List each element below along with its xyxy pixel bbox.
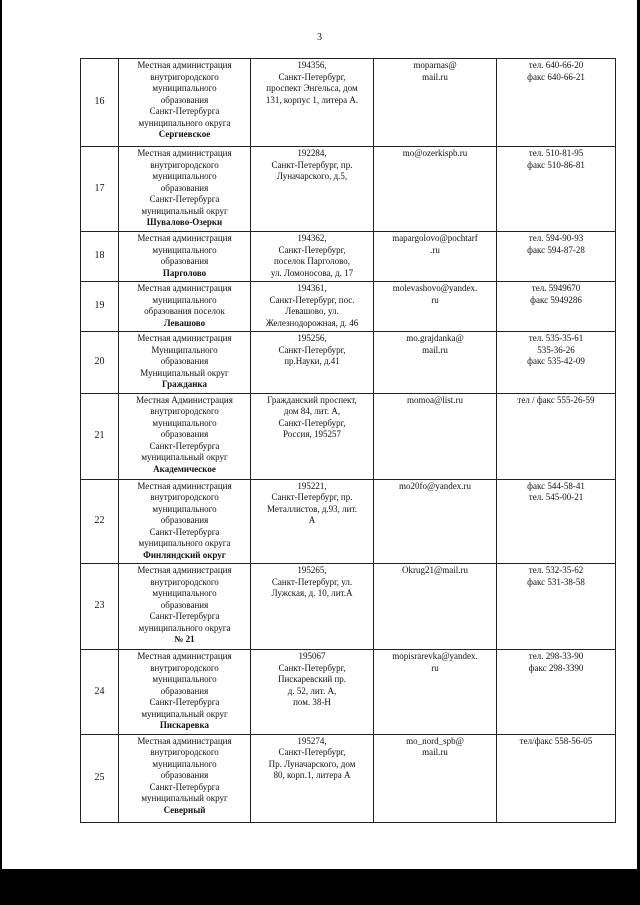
- email-line: mapargolovo@pochtarf: [392, 233, 478, 243]
- phone-line: тел. 545-00-21: [528, 492, 584, 502]
- address-cell: [251, 650, 374, 735]
- email-cell: [374, 147, 497, 232]
- email-cell: [374, 332, 497, 394]
- administration-name-line: образования поселок: [144, 306, 225, 316]
- email-cell: [374, 59, 497, 147]
- district-name: Сергиевское: [158, 129, 211, 139]
- document-page: [2, 0, 637, 869]
- administration-name-line: внутригородского: [150, 576, 219, 587]
- phone-cell: [497, 650, 616, 735]
- administration-name-line: Муниципальный округ: [140, 367, 229, 378]
- district-name: № 21: [174, 634, 195, 644]
- email-cell: [374, 650, 497, 735]
- administration-name-line: муниципального: [152, 503, 217, 514]
- row-number: 23: [81, 564, 119, 650]
- address-line: 195221,: [297, 480, 327, 491]
- administration-name-cell: [119, 59, 251, 147]
- administration-name-line: Местная администрация: [137, 735, 232, 746]
- phone-line: факс 531-38-58: [527, 576, 585, 587]
- address-line: Левашово, ул.: [285, 306, 339, 316]
- administration-name-line: внутригородского: [150, 492, 219, 502]
- address-line: Санкт-Петербург, пр.: [271, 159, 353, 170]
- row-number: 21: [81, 393, 119, 479]
- address-line: Санкт-Петербург,: [278, 417, 346, 428]
- administration-name-line: образования: [160, 182, 209, 193]
- district-name: Парголово: [162, 267, 207, 278]
- administration-name-cell: [119, 734, 251, 822]
- address-line: ул. Ломоносова, д. 17: [270, 267, 354, 278]
- administration-name-line: Санкт-Петербурга: [149, 611, 220, 621]
- address-cell: [251, 479, 374, 564]
- administration-name-cell: [119, 650, 251, 735]
- address-cell: [251, 734, 374, 822]
- district-name: Левашово: [163, 317, 206, 328]
- address-line: Пр. Луначарского, дом: [268, 758, 356, 769]
- address-line: Санкт-Петербург, ул.: [271, 576, 353, 587]
- table-row: [81, 147, 616, 232]
- table-row: [81, 734, 616, 822]
- phone-cell: [497, 564, 616, 650]
- district-name: Пискаревка: [159, 720, 210, 730]
- row-number: 22: [81, 479, 119, 564]
- phone-line: тел / факс 555-26-59: [517, 394, 595, 405]
- address-line: Санкт-Петербург,: [278, 344, 346, 355]
- administration-name-line: муниципального: [152, 294, 217, 305]
- administration-name-line: Муниципального: [151, 344, 218, 355]
- email-cell: [374, 564, 497, 650]
- administration-name-line: муниципального округа: [138, 538, 231, 548]
- email-line: mo.grajdanka@: [406, 333, 464, 343]
- address-cell: [251, 393, 374, 479]
- table-body: [81, 59, 616, 823]
- address-line: 192284,: [297, 148, 327, 158]
- phone-cell: [497, 393, 616, 479]
- table-row: [81, 282, 616, 332]
- phone-line: 535-36-26: [537, 344, 575, 355]
- email-cell: [374, 734, 497, 822]
- administration-name-line: Санкт-Петербурга: [149, 194, 220, 204]
- email-line: moparnas@: [413, 60, 457, 70]
- address-line: Металлистов, д.93, лит.: [267, 503, 357, 514]
- administration-name-line: внутригородского: [150, 662, 219, 673]
- phone-line: тел. 298-33-90: [528, 651, 584, 661]
- phone-line: факс 544-58-41: [527, 480, 585, 491]
- address-line: Санкт-Петербург, пос.: [269, 294, 355, 305]
- administration-name-line: образования: [160, 515, 209, 525]
- administration-name-line: образования: [160, 770, 209, 780]
- email-line: mo_nord_spb@: [406, 735, 464, 746]
- administration-name-line: муниципальный округ: [141, 205, 228, 216]
- phone-line: тел. 510-81-95: [528, 148, 584, 158]
- administration-name-line: Санкт-Петербурга: [149, 526, 220, 537]
- address-line: 195256,: [297, 333, 327, 343]
- address-cell: [251, 564, 374, 650]
- row-number: 25: [81, 734, 119, 822]
- administration-name-line: муниципального: [152, 417, 217, 428]
- phone-line: факс 594-87-28: [527, 244, 585, 255]
- administration-name-cell: [119, 332, 251, 394]
- email-cell: [374, 232, 497, 282]
- address-line: д. 52, лит. А,: [287, 685, 337, 696]
- address-line: поселок Парголово,: [273, 256, 351, 266]
- email-line: .ru: [430, 244, 440, 255]
- administration-name-cell: [119, 479, 251, 564]
- address-cell: [251, 147, 374, 232]
- email-line: ru: [431, 662, 439, 673]
- phone-line: тел. 594-90-93: [528, 233, 584, 243]
- district-name: Северный: [163, 804, 206, 815]
- address-line: Санкт-Петербург, пр.: [271, 492, 353, 502]
- address-line: Лужская, д. 10, лит.А: [271, 588, 353, 598]
- address-line: Россия, 195257: [283, 429, 341, 439]
- administration-name-line: образования: [160, 685, 209, 696]
- address-line: пом. 38-Н: [293, 697, 331, 707]
- administration-name-line: муниципальный округ: [141, 708, 228, 719]
- phone-cell: [497, 282, 616, 332]
- row-number: 19: [81, 282, 119, 332]
- email-line: mo20fo@yandex.ru: [398, 480, 472, 491]
- email-line: mopisrarevka@yandex.: [392, 651, 478, 661]
- table-row: [81, 332, 616, 394]
- administration-name-line: муниципального округа: [138, 117, 231, 128]
- email-line: ru: [431, 294, 439, 305]
- phone-line: факс 510-86-81: [527, 159, 585, 170]
- row-number: 20: [81, 332, 119, 394]
- phone-cell: [497, 59, 616, 147]
- address-line: Санкт-Петербург,: [278, 71, 346, 82]
- row-number: 17: [81, 147, 119, 232]
- phone-line: тел/факс 558-56-05: [519, 735, 593, 746]
- administration-name-line: Местная администрация: [137, 565, 232, 575]
- administration-name-cell: [119, 282, 251, 332]
- address-line: дом 84, лит. А,: [283, 406, 341, 416]
- email-line: mail.ru: [422, 344, 448, 355]
- email-line: momoa@list.ru: [406, 394, 464, 405]
- address-line: 194356,: [297, 60, 327, 70]
- email-line: mail.ru: [422, 71, 448, 82]
- administration-name-line: Местная администрация: [137, 148, 232, 158]
- administrations-table: [80, 58, 616, 823]
- administration-name-line: Санкт-Петербурга: [149, 697, 220, 707]
- address-line: Санкт-Петербург,: [278, 747, 346, 757]
- phone-line: тел. 640-66-20: [528, 60, 584, 70]
- administration-name-line: муниципального: [152, 758, 217, 769]
- address-line: Гражданский проспект,: [267, 394, 357, 405]
- table-row: [81, 393, 616, 479]
- administration-name-line: муниципального: [152, 171, 217, 181]
- address-line: 194361,: [297, 283, 327, 293]
- phone-cell: [497, 734, 616, 822]
- administration-name-line: Местная администрация: [137, 233, 232, 243]
- phone-line: тел. 532-35-62: [528, 565, 584, 575]
- administration-name-line: образования: [160, 429, 209, 439]
- administration-name-line: Местная администрация: [137, 480, 232, 491]
- district-name: Финляндский округ: [143, 549, 226, 560]
- administration-name-line: муниципального: [152, 588, 217, 598]
- administration-name-cell: [119, 232, 251, 282]
- table-row: [81, 479, 616, 564]
- administration-name-line: муниципальный округ: [141, 793, 228, 803]
- administration-name-line: внутригородского: [150, 406, 219, 416]
- address-line: 195067: [298, 651, 326, 661]
- address-line: пр.Науки, д.41: [284, 356, 340, 366]
- administration-name-line: образования: [160, 356, 209, 366]
- administration-name-cell: [119, 147, 251, 232]
- email-line: molevashovo@yandex.: [392, 283, 478, 293]
- administration-name-line: Санкт-Петербурга: [149, 106, 220, 116]
- phone-line: факс 5949286: [530, 294, 582, 305]
- address-line: Луначарского, д.5,: [276, 171, 348, 181]
- row-number: 18: [81, 232, 119, 282]
- address-line: Санкт-Петербург,: [278, 244, 346, 255]
- table-row: [81, 59, 616, 147]
- administration-name-line: муниципального округа: [138, 622, 231, 633]
- table-row: [81, 564, 616, 650]
- district-name: Гражданка: [162, 379, 207, 389]
- page-number: 3: [317, 32, 322, 43]
- administration-name-line: Местная Администрация: [136, 394, 233, 405]
- table-row: [81, 232, 616, 282]
- phone-line: тел. 535-35-61: [528, 333, 584, 343]
- phone-cell: [497, 147, 616, 232]
- administration-name-line: Местная администрация: [137, 60, 232, 70]
- address-cell: [251, 232, 374, 282]
- district-name: Академическое: [153, 463, 216, 474]
- address-line: А: [308, 515, 316, 525]
- administration-name-line: Местная администрация: [137, 283, 232, 293]
- address-line: 195265,: [297, 565, 327, 575]
- email-line: mail.ru: [422, 747, 448, 757]
- email-line: Okrug21@mail.ru: [401, 565, 469, 575]
- administration-name-cell: [119, 564, 251, 650]
- district-name: Шувалово-Озерки: [146, 217, 223, 227]
- administration-name-line: внутригородского: [150, 747, 219, 757]
- phone-line: факс 298-3390: [528, 662, 584, 673]
- administration-name-line: образования: [160, 256, 209, 266]
- phone-cell: [497, 232, 616, 282]
- administration-name-line: образования: [160, 94, 209, 105]
- administration-name-line: муниципальный округ: [141, 452, 228, 462]
- address-line: 131, корпус 1, литера А.: [265, 94, 359, 105]
- administration-name-line: муниципального: [152, 674, 217, 684]
- address-line: Железнодорожная, д. 46: [265, 317, 359, 328]
- table-row: [81, 650, 616, 735]
- phone-cell: [497, 332, 616, 394]
- address-line: проспект Энгельса, дом: [266, 83, 358, 93]
- email-cell: [374, 393, 497, 479]
- phone-line: факс 535-42-09: [527, 356, 585, 366]
- phone-line: тел. 5949670: [531, 283, 581, 293]
- row-number: 24: [81, 650, 119, 735]
- email-line: mo@ozerkispb.ru: [402, 148, 468, 158]
- administration-name-line: Санкт-Петербурга: [149, 781, 220, 792]
- address-cell: [251, 282, 374, 332]
- administration-name-line: Местная администрация: [137, 651, 232, 661]
- administration-name-line: образования: [160, 599, 209, 610]
- phone-line: факс 640-66-21: [527, 71, 585, 82]
- email-cell: [374, 282, 497, 332]
- email-cell: [374, 479, 497, 564]
- address-cell: [251, 332, 374, 394]
- administration-name-line: муниципального: [152, 244, 217, 255]
- administration-name-cell: [119, 393, 251, 479]
- administration-name-line: муниципального: [152, 83, 217, 93]
- administration-name-line: внутригородского: [150, 71, 219, 82]
- address-line: Пискаревский пр.: [277, 674, 347, 684]
- address-line: Санкт-Петербург,: [278, 662, 346, 673]
- phone-cell: [497, 479, 616, 564]
- administration-name-line: Местная администрация: [137, 333, 232, 343]
- row-number: 16: [81, 59, 119, 147]
- address-line: 80, корп.1, литера А: [273, 770, 351, 780]
- address-line: 195274,: [297, 735, 327, 746]
- administration-name-line: внутригородского: [150, 159, 219, 170]
- address-line: 194362,: [297, 233, 327, 243]
- address-cell: [251, 59, 374, 147]
- administration-name-line: Санкт-Петербурга: [149, 440, 220, 451]
